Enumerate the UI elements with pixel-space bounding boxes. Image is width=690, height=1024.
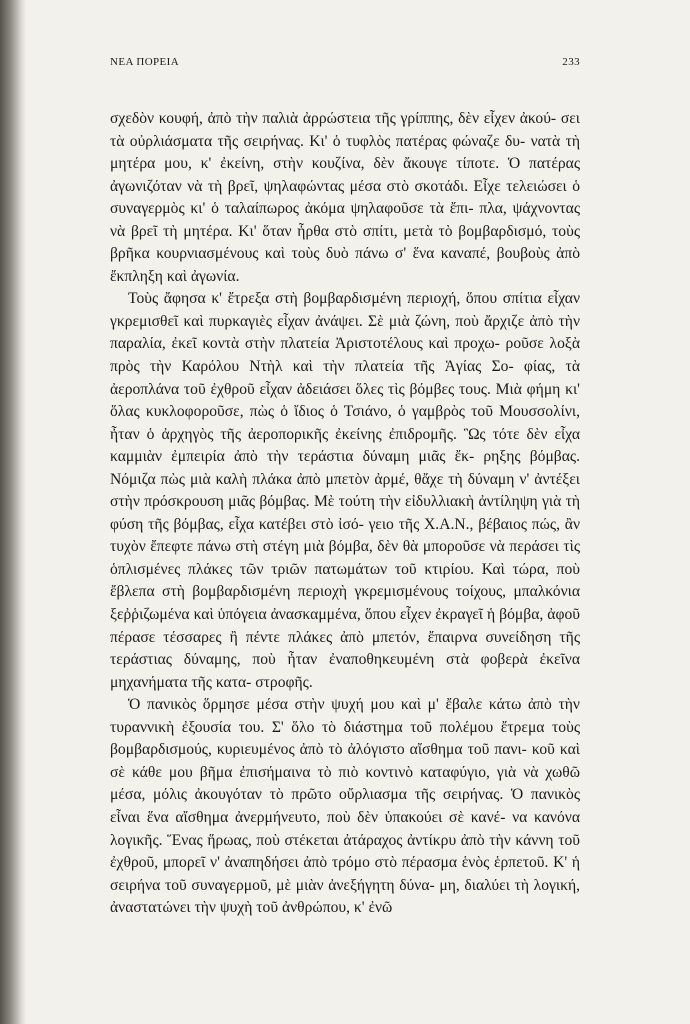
body-text (110, 108, 580, 920)
book-page (110, 56, 580, 920)
paragraph-1: σχεδὸν κουφή, ἀπὸ τὴν παλιὰ ἀρρώστεια τῆς γρίππης, δὲν εἶχεν ἀκού- σει τὰ οὐρλιάσματα τῆς σειρήνας. Κι' ὁ τυφλὸς πατέρας φώναζε δυ- νατὰ τὴ μητέρα μου, κ' ἐκείνη, στὴν κουζίνα, δὲν ἄκουγε τίποτε. Ὁ πατέρας ἀγωνιζόταν νὰ τὴ βρεῖ, ψηλαφώντας μέσα στὸ σκοτάδι. Εἶχε τελειώσει ὁ συναγερμὸς κι' ὁ ταλαίπωρος ἀκόμα ψηλαφοῦσε τὰ ἔπι- πλα, ψάχνοντας νὰ βρεῖ τὴ μητέρα. Κι' ὅταν ἦρθα στὸ σπίτι, μετὰ τὸ βομβαρδισμό, τοὺς βρῆκα κουρνιασμένους καὶ τοὺς δυὸ πάνω σ' ἕνα καναπέ, βουβοὺς ἀπὸ ἔκπληξη καὶ ἀγωνία. (110, 110, 580, 285)
running-header (110, 56, 580, 80)
book-gutter-shadow (0, 0, 26, 1024)
paragraph-2: Τοὺς ἄφησα κ' ἔτρεξα στὴ βομβαρδισμένη περιοχή, ὅπου σπίτια εἶχαν γκρεμισθεῖ καὶ πυρκαγιὲς εἶχαν ἀνάψει. Σὲ μιὰ ζώνη, ποὺ ἄρχιζε ἀπὸ τὴν παραλία, ἐκεῖ κοντὰ στὴν πλατεία Ἀριστοτέλους καὶ προχω- ροῦσε λοξὰ πρὸς τὴν Καρόλου Ντὴλ καὶ τὴν πλατεία τῆς Ἁγίας Σο- φίας, τὰ ἀεροπλάνα τοῦ ἐχθροῦ εἶχαν ἀδειάσει ὅλες τὶς βόμβες τους. Μιὰ φήμη κι' ὅλας κυκλοφοροῦσε, πὼς ὁ ἴδιος ὁ Τσιάνο, ὁ γαμβρὸς τοῦ Μουσσολίνι, ἦταν ὁ ἀρχηγὸς τῆς ἀεροπορικῆς ἐκείνης ἐπιδρομῆς. Ὣς τότε δὲν εἶχα καμμιὰν ἐμπειρία ἀπὸ τὴν τεράστια δύναμη μιᾶς ἔκ- ρηξης βόμβας. Νόμιζα πὼς μιὰ καλὴ πλάκα ἀπὸ μπετὸν ἀρμέ, θἄχε τὴ δύναμη ν' ἀντέξει στὴν πρόσκρουση μιᾶς βόμβας. Μὲ τούτη τὴν εἰδυλλιακὴ ἀντίληψη γιὰ τὴ φύση τῆς βόμβας, εἶχα κατέβει στὸ ἰσό- γειο τῆς Χ.Α.Ν., βέβαιος πώς, ἂν τυχὸν ἔπεφτε πάνω στὴ στέγη μιὰ βόμβα, δὲν θὰ μποροῦσε νὰ περάσει τὶς ὁπλισμένες πλάκες τῶν τριῶν πατωμάτων τοῦ κτιρίου. Καὶ τώρα, ποὺ ἔβλεπα στὴ βομβαρδισμένη περιοχὴ γκρεμισμένους τοίχους, μπαλκόνια ξεῤῥιζωμένα καὶ ὑπόγεια ἀνασκαμμένα, ὅπου εἶχεν ἐκραγεῖ ἡ βόμβα, ἀφοῦ πέρασε τέσσαρες ἢ πέντε πλάκες ἀπὸ μπετόν, ἔπαιρνα συνείδηση τῆς τεράστιας δύναμης, ποὺ ἦταν ἐναποθηκευμένη στὰ φοβερὰ ἐκεῖνα μηχανήματα τῆς κατα- στροφῆς. (110, 290, 580, 691)
page-number: 233 (562, 56, 580, 68)
paragraph-3: Ὁ πανικὸς ὅρμησε μέσα στὴν ψυχή μου καὶ μ' ἔβαλε κάτω ἀπὸ τὴν τυραννικὴ ἐξουσία του. Σ' ὅλο τὸ διάστημα τοῦ πολέμου ἔτρεμα τοὺς βομβαρδισμούς, κυριευμένος ἀπὸ τὸ ἀλόγιστο αἴσθημα τοῦ πανι- κοῦ καὶ σὲ κάθε μου βῆμα ἐπισήμαινα τὸ πιὸ κοντινὸ καταφύγιο, γιὰ νὰ χωθῶ μέσα, μόλις ἀκουγόταν τὸ πρῶτο οὔρλιασμα τῆς σειρήνας. Ὁ πανικὸς εἶναι ἕνα αἴσθημα ἀνερμήνευτο, ποὺ δὲν ὑπακούει σὲ κανέ- να κανόνα λογικῆς. Ἕνας ἥρωας, ποὺ στέκεται ἀτάραχος ἀντίκρυ ἀπὸ τὴν κάννη τοῦ ἐχθροῦ, μπορεῖ ν' ἀναπηδήσει ἀπὸ τρόμο στὸ πέρασμα ἑνὸς ἑρπετοῦ. Κ' ἡ σειρήνα τοῦ συναγερμοῦ, μὲ μιὰν ἀνεξήγητη δύνα- μη, διαλύει τὴ λογική, ἀναστατώνει τὴν ψυχὴ τοῦ ἀνθρώπου, κ' ἐνῶ (110, 696, 580, 917)
running-title: ΝΕΑ ΠΟΡΕΙΑ (110, 56, 180, 68)
